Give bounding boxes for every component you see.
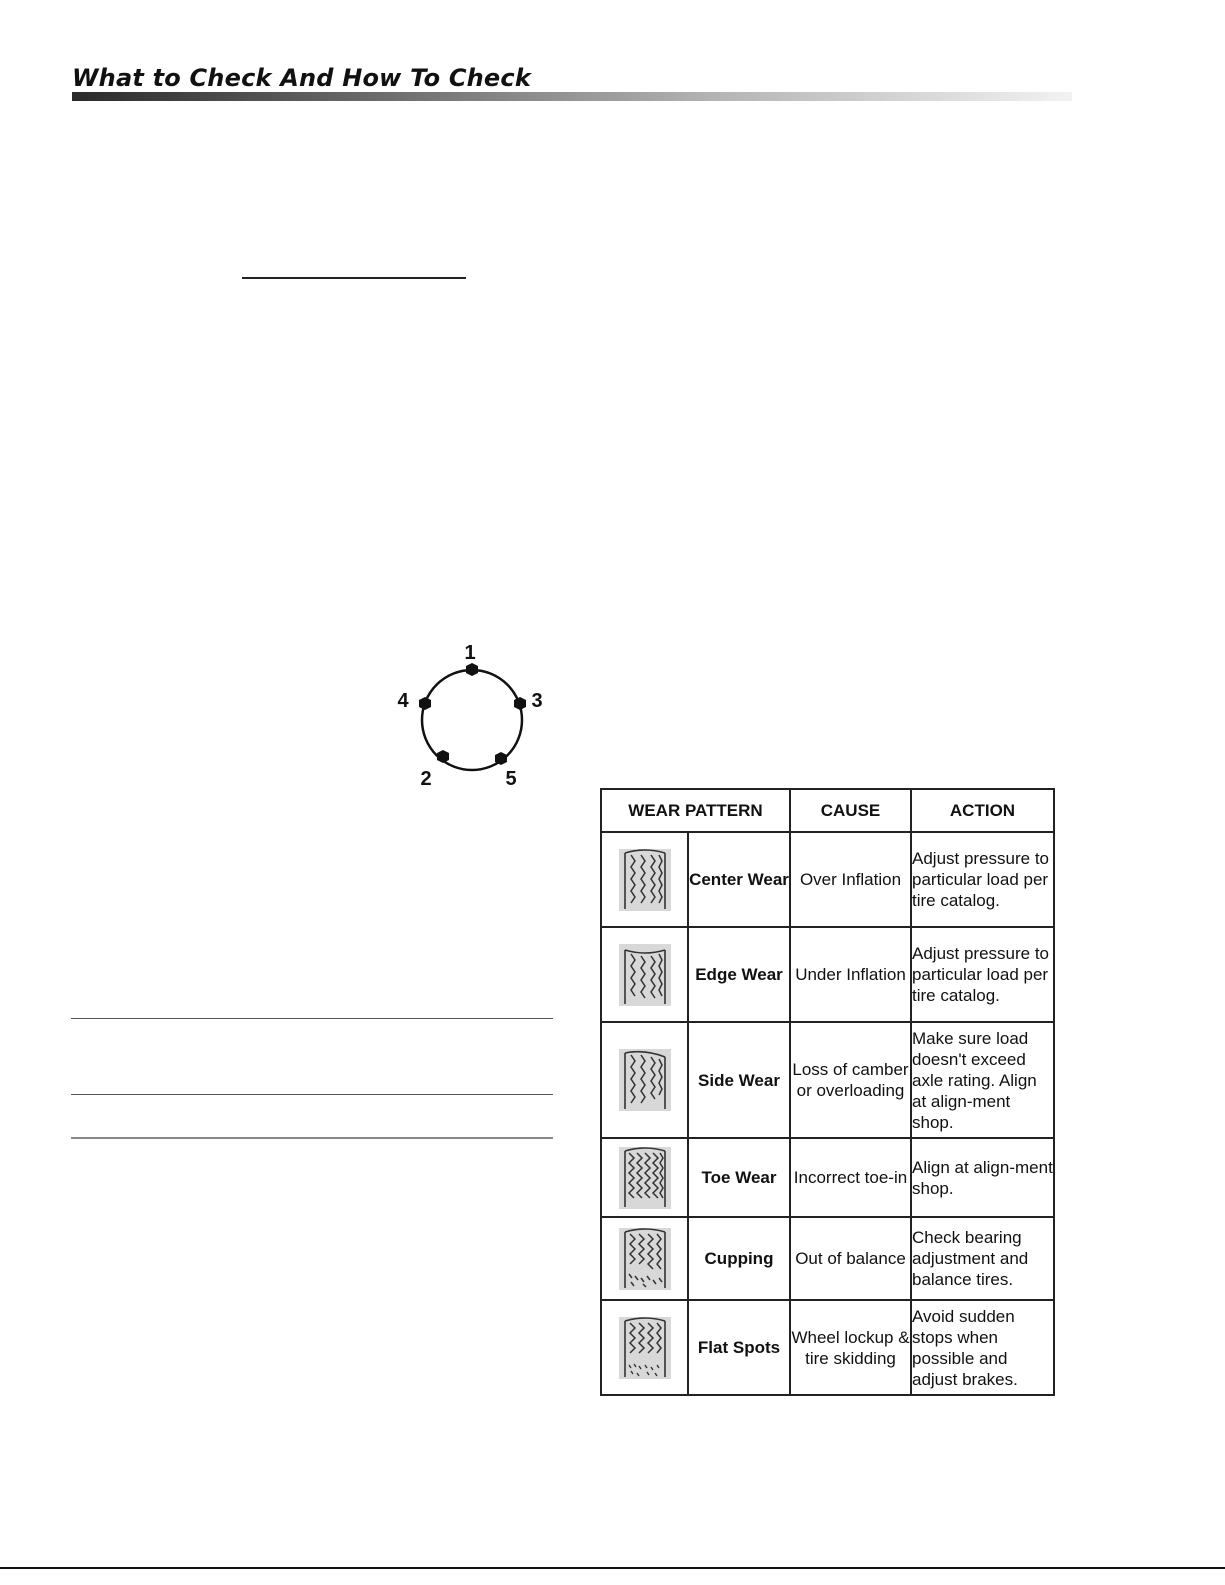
- wear-pattern-name: Center Wear: [688, 832, 790, 927]
- toe-wear-tread-icon: [617, 1145, 673, 1211]
- table-header-row: [601, 789, 1054, 832]
- header-gradient-bar: [72, 92, 1072, 101]
- wear-action: Adjust pressure to particular load per tire catalog.: [911, 832, 1054, 927]
- wear-action: Adjust pressure to particular load per tire catalog.: [911, 927, 1054, 1022]
- lug-label-4: 4: [397, 690, 409, 712]
- side-wear-tread-icon: [617, 1047, 673, 1113]
- page-bottom-rule: [0, 1567, 1225, 1569]
- table-row: [601, 927, 1054, 1022]
- wear-pattern-name: Toe Wear: [688, 1138, 790, 1217]
- cupping-tread-icon: [617, 1226, 673, 1292]
- lug-label-3: 3: [531, 690, 543, 712]
- center-wear-tread-icon: [617, 847, 673, 913]
- wear-action: Align at align-ment shop.: [911, 1138, 1054, 1217]
- lug-nut-3-icon: [514, 697, 526, 710]
- header-action: ACTION: [911, 789, 1054, 832]
- flat-spots-tread-icon: [617, 1315, 673, 1381]
- underline-rule: [242, 277, 466, 279]
- lug-nut-1-icon: [466, 663, 478, 676]
- wear-pattern-name: Flat Spots: [688, 1300, 790, 1395]
- header-cause: CAUSE: [790, 789, 911, 832]
- table-row: [601, 1138, 1054, 1217]
- table-row: [601, 1022, 1054, 1138]
- divider-rule: [71, 1094, 553, 1095]
- wear-cause: Under Inflation: [790, 927, 911, 1022]
- wear-cause: Loss of camber or overloading: [790, 1022, 911, 1138]
- lug-nut-2-icon: [437, 750, 449, 763]
- wear-cause: Wheel lockup & tire skidding: [790, 1300, 911, 1395]
- edge-wear-tread-icon: [617, 942, 673, 1008]
- page-header: [72, 62, 1072, 102]
- table-row: [601, 1300, 1054, 1395]
- wear-action: Make sure load doesn't exceed axle rating. Align at align-ment shop.: [911, 1022, 1054, 1138]
- divider-rule: [71, 1018, 553, 1019]
- lug-label-5: 5: [505, 768, 517, 790]
- wear-pattern-name: Edge Wear: [688, 927, 790, 1022]
- wear-pattern-name: Cupping: [688, 1217, 790, 1300]
- divider-rule: [71, 1137, 553, 1139]
- tire-wear-table: [600, 788, 1055, 1396]
- wear-action: Check bearing adjustment and balance tires.: [911, 1217, 1054, 1300]
- lug-nut-tightening-diagram: [390, 636, 560, 796]
- table-row: [601, 1217, 1054, 1300]
- page-title: What to Check And How To Check: [72, 64, 531, 92]
- wear-cause: Over Inflation: [790, 832, 911, 927]
- table-row: [601, 832, 1054, 927]
- wear-pattern-name: Side Wear: [688, 1022, 790, 1138]
- header-wear-pattern: WEAR PATTERN: [601, 789, 790, 832]
- lug-label-2: 2: [420, 768, 432, 790]
- lug-label-1: 1: [464, 642, 476, 664]
- lug-nut-4-icon: [419, 697, 431, 710]
- wear-cause: Out of balance: [790, 1217, 911, 1300]
- wear-cause: Incorrect toe-in: [790, 1138, 911, 1217]
- wear-action: Avoid sudden stops when possible and adjust brakes.: [911, 1300, 1054, 1395]
